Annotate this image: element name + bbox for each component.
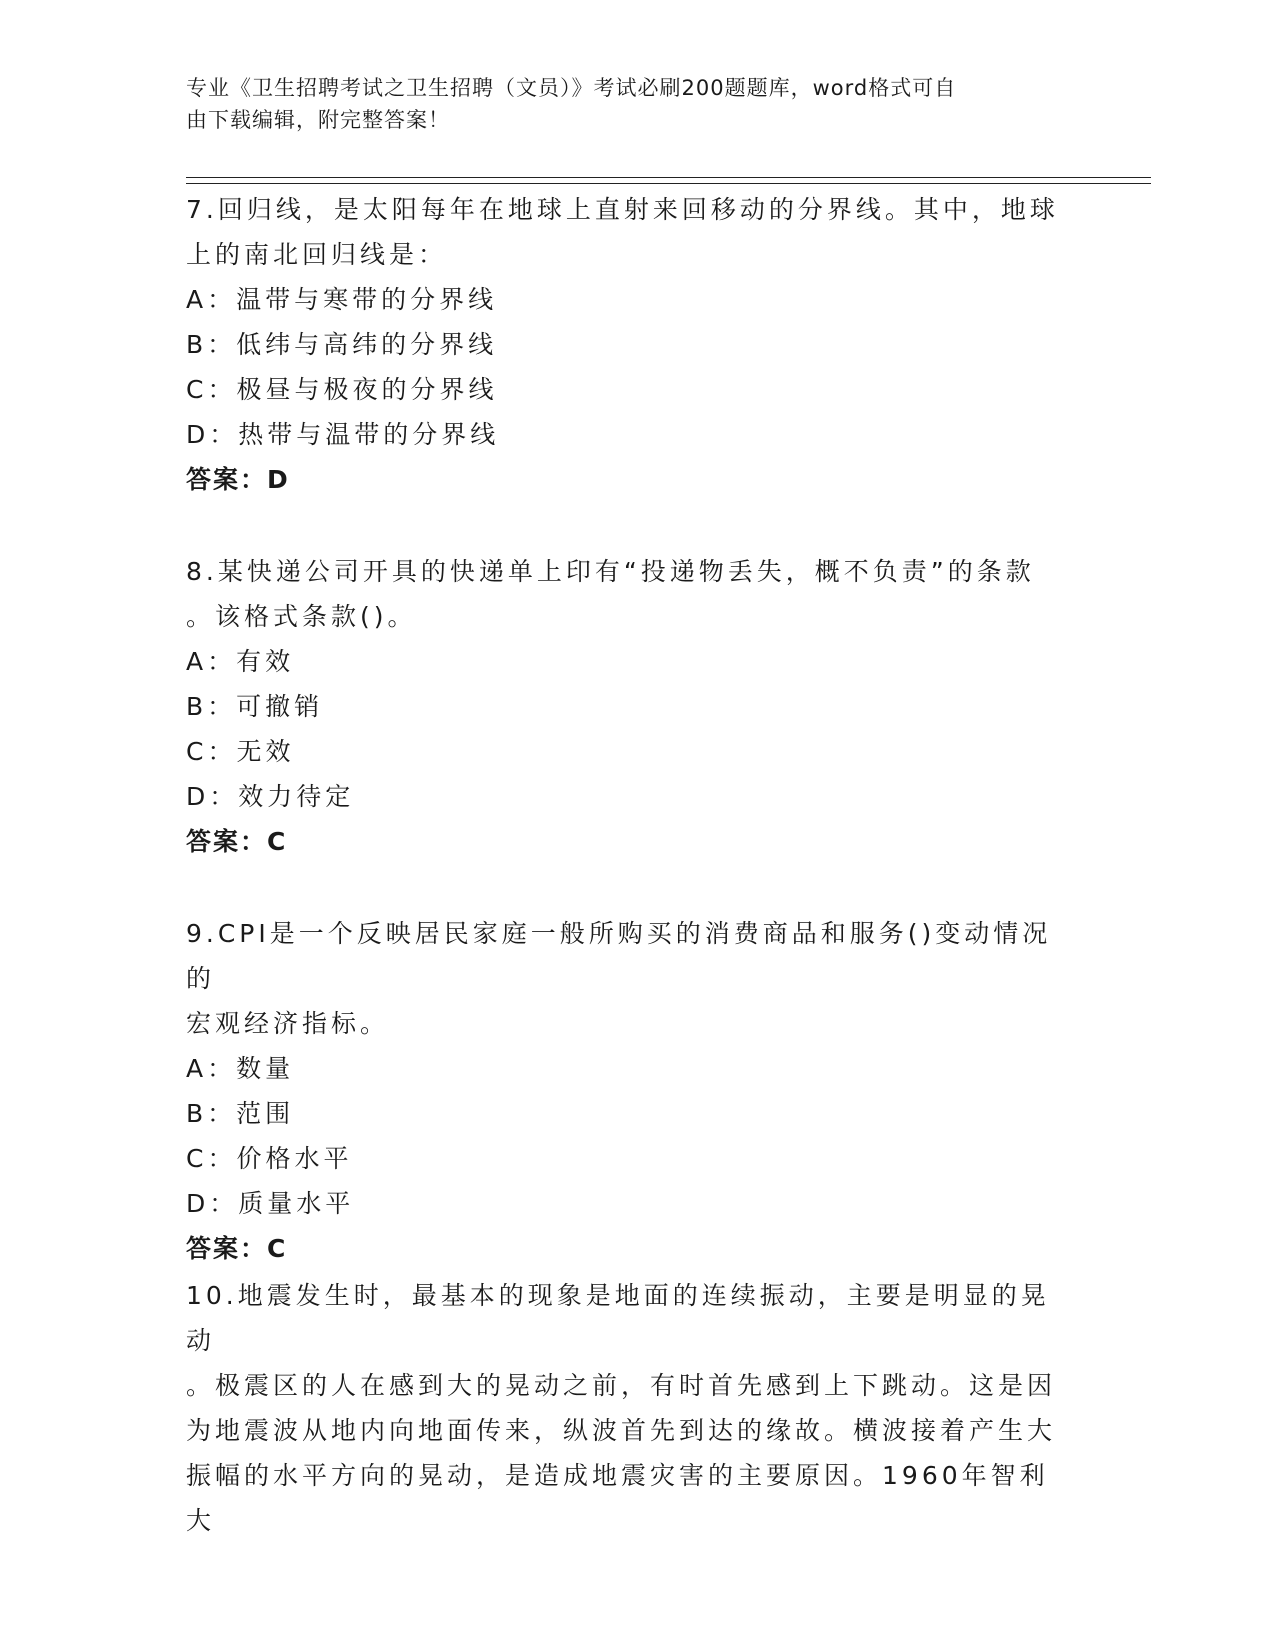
question-7 xyxy=(186,187,1076,502)
option-a: A：数量 xyxy=(186,1054,295,1083)
answer: 答案：C xyxy=(186,1234,288,1263)
question-stem-line: 。极震区的人在感到大的晃动之前，有时首先感到上下跳动。这是因 xyxy=(186,1371,1057,1400)
question-stem-line: 上的南北回归线是： xyxy=(186,240,448,269)
question-stem-line: 宏观经济指标。 xyxy=(186,1009,390,1038)
answer: 答案：D xyxy=(186,465,290,494)
option-b: B：范围 xyxy=(186,1099,295,1128)
question-stem-line: 8.某快递公司开具的快递单上印有“投递物丢失，概不负责”的条款 xyxy=(186,557,1035,586)
header-divider-top xyxy=(186,177,1151,178)
option-b: B：可撤销 xyxy=(186,692,324,721)
question-9 xyxy=(186,911,1076,1271)
option-c: C：极昼与极夜的分界线 xyxy=(186,375,498,404)
question-10 xyxy=(186,1273,1076,1543)
option-d: D：质量水平 xyxy=(186,1189,355,1218)
header-line-2: 由下载编辑，附完整答案！ xyxy=(186,108,450,132)
option-a: A：有效 xyxy=(186,647,295,676)
question-stem-line: 振幅的水平方向的晃动，是造成地震灾害的主要原因。1960年智利大 xyxy=(186,1461,1049,1535)
header-line-1: 专业《卫生招聘考试之卫生招聘（文员）》考试必刷200题题库，word格式可自 xyxy=(186,76,957,100)
option-a: A：温带与寒带的分界线 xyxy=(186,285,498,314)
document-header xyxy=(186,72,1066,136)
question-stem-line: 9.CPI是一个反映居民家庭一般所购买的消费商品和服务()变动情况的 xyxy=(186,919,1052,993)
option-c: C：无效 xyxy=(186,737,295,766)
header-divider-bottom xyxy=(186,183,1151,184)
question-stem-line: 7.回归线，是太阳每年在地球上直射来回移动的分界线。其中，地球 xyxy=(186,195,1059,224)
question-stem-line: 10.地震发生时，最基本的现象是地面的连续振动，主要是明显的晃动 xyxy=(186,1281,1050,1355)
option-d: D：效力待定 xyxy=(186,782,355,811)
question-8 xyxy=(186,549,1076,864)
answer: 答案：C xyxy=(186,827,288,856)
option-c: C：价格水平 xyxy=(186,1144,353,1173)
option-b: B：低纬与高纬的分界线 xyxy=(186,330,498,359)
question-stem-line: 为地震波从地内向地面传来，纵波首先到达的缘故。横波接着产生大 xyxy=(186,1416,1057,1445)
option-d: D：热带与温带的分界线 xyxy=(186,420,500,449)
question-stem-line: 。该格式条款()。 xyxy=(186,602,417,631)
